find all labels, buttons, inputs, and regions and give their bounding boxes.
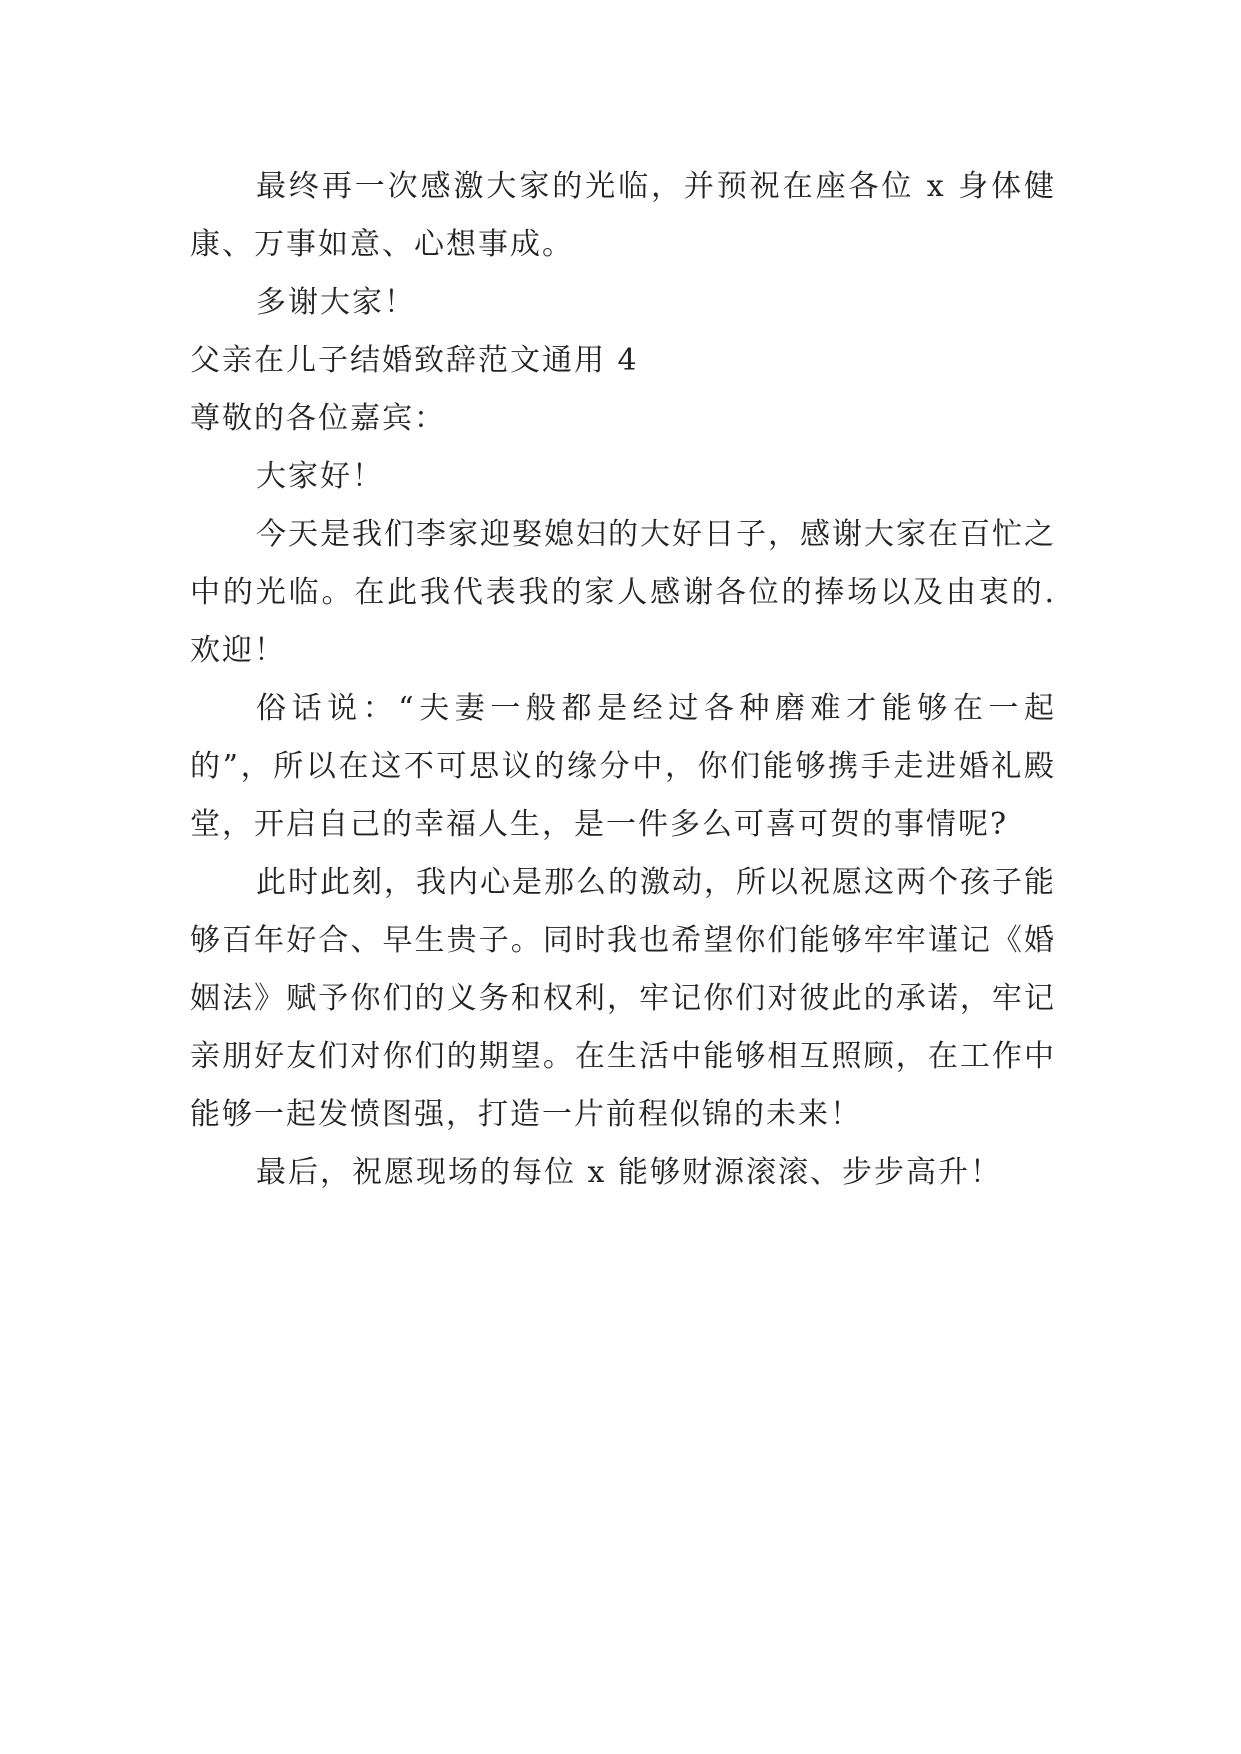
salutation: 尊敬的各位嘉宾：: [190, 401, 446, 436]
section-title: 父亲在儿子结婚致辞范文通用 4: [190, 343, 639, 378]
paragraph-thank-you: 多谢大家！: [256, 285, 416, 320]
paragraph-final-blessing: 最后，祝愿现场的每位 x 能够财源滚滚、步步高升！: [256, 1155, 1002, 1190]
paragraph-greeting: 大家好！: [256, 459, 384, 494]
document-body: [190, 158, 1056, 1202]
paragraph-proverb: 俗话说：“夫妻一般都是经过各种磨难才能够在一起的”，所以在这不可思议的缘分中，你们能够携手走进婚礼殿堂，开启自己的幸福人生，是一件多么可喜可贺的事情呢?: [190, 691, 1056, 842]
paragraph-closing-thanks: 最终再一次感激大家的光临，并预祝在座各位 x 身体健康、万事如意、心想事成。: [190, 169, 1056, 262]
paragraph-wishes: 此时此刻，我内心是那么的激动，所以祝愿这两个孩子能够百年好合、早生贵子。同时我也希望你们能够牢牢谨记《婚姻法》赋予你们的义务和权利，牢记你们对彼此的承诺，牢记亲朋好友们对你们的期望。在生活中能够相互照顾，在工作中能够一起发愤图强，打造一片前程似锦的未来！: [190, 865, 1056, 1132]
paragraph-welcome: 今天是我们李家迎娶媳妇的大好日子，感谢大家在百忙之中的光临。在此我代表我的家人感谢各位的捧场以及由衷的.欢迎！: [190, 517, 1056, 668]
